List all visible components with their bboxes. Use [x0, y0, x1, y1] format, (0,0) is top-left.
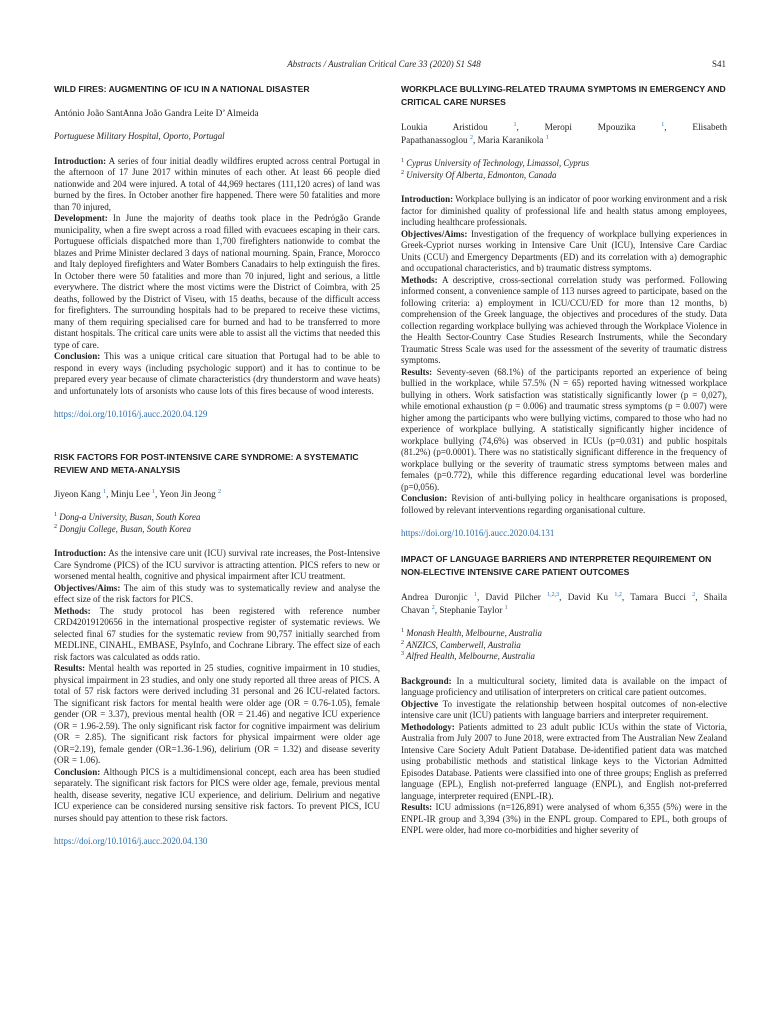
affiliation: $^2$ University Of Alberta, Edmonton, Canada [401, 169, 557, 180]
paragraph-objective: Objective To investigate the relationship between hospital outcomes of non-elective intensive care unit (ICU) patients with language barriers and interpreter requirement. [401, 698, 727, 720]
paragraph-background: Background: In a multicultural society, limited data is available on the impact of language proficiency and utilisation of interpreters on critical care patient outcomes. [401, 675, 727, 697]
journal-citation: Abstracts / Australian Critical Care 33 (2020) S1 S48 [287, 59, 481, 69]
doi-link[interactable]: https://doi.org/10.1016/j.aucc.2020.04.131 [401, 528, 555, 538]
section-gap [54, 420, 380, 451]
author-line: Andrea Duronjic $^1$, David Pilcher $^{1,2,3}$, David Ku $^{1,2}$, Tamara Bucci $^2$, Shaila [401, 591, 728, 603]
author-line: Papathanassoglou $^2$, Maria Karanikola $^1$ [401, 134, 549, 146]
abstract-body [401, 676, 727, 837]
abstract-title: IMPACT OF LANGUAGE BARRIERS AND INTERPRETER REQUIREMENT ON NON-ELECTIVE INTENSIVE CARE PATIENT OUTCOMES [401, 554, 712, 577]
page-number: S41 [711, 59, 726, 69]
abstract-title: WORKPLACE BULLYING-RELATED TRAUMA SYMPTOMS IN EMERGENCY AND CRITICAL CARE NURSES [401, 84, 726, 107]
paragraph-introduction: Introduction: As the intensive care unit (ICU) survival rate increases, the Post-Intensive Care Syndrome (PICS) of the ICU survivor is attracting attention. PICS refers to new or worsened mental health, cognitive and physical impairment after ICU treatment. [54, 548, 380, 581]
left-column [54, 83, 380, 847]
paragraph-methods: Methods: A descriptive, cross-sectional correlation study was performed. Following informed consent, a convenience sample of 113 nurses agreed to participate, based on the following criteria: a) employment in ICU/CCU/ED for more than 12 months, b) comprehension of the Greek language, the objectives and procedures of the study. Data collection regarding workplace bullying was achieved through the Workplace Violence in the Health Sector-Country Case Studies Research Instruments, while the Secondary Traumatic Stress Scale was used for the assessment of the severity of traumatic distress symptoms. [401, 274, 727, 365]
paragraph-methodology: Methodology: Patients admitted to 23 adult public ICUs within the state of Victoria, Australia from July 2007 to June 2018, were extracted from The Australian New Zealand Intensive Care Society Adult Patient Database. De-identified patient data was matched using probabilistic methods and statistical linkage keys to the Victorian Admitted Episodes Database. Patients were classified into one of three groups; English as preferred language (EPL), English not-preferred language (ENPL), and English not-preferred language, interpreter required (ENPL-IR). [401, 721, 727, 801]
abstract-body [401, 194, 727, 516]
affiliation: $^2$ Dongju College, Busan, South Korea [54, 523, 192, 534]
paragraph-results: Results: ICU admissions (n=126,891) were analysed of whom 6,355 (5%) were in the ENPL-IR group and 3,394 (3%) in the ENPL group. Compared to EPL, both groups of ENPL were older, had more co-morbidities and higher severity of [401, 802, 727, 835]
paragraph-conclusion: Conclusion: This was a unique critical care situation that Portugal had to be able to respond in every ways (including psychologic support) and it has to continue to be prepared every year because of climate characteristics (dry thunderstorm and wave heats) and unfortunately lots of arsonists who cause lots of this fires because of wood interests. [54, 351, 380, 396]
abstract-body [54, 156, 380, 398]
paragraph-objectives: Objectives/Aims: Investigation of the frequency of workplace bullying experiences in Greek-Cypriot nurses working in Intensive Care Unit (ICU), Intensive Care Cardiac Units (CCU) and Emergency Departments (ED) and its correlation with a) demographic and occupational characteristics, and b) traumatic distress symptoms. [401, 228, 727, 273]
abstract-workplace-bullying [401, 83, 727, 539]
right-column [401, 83, 727, 837]
abstract-language-barriers [401, 553, 727, 837]
author-list [401, 122, 727, 148]
author-list: António João SantAnna João Gandra Leite D’ Almeida [54, 109, 259, 119]
author-line: Chavan $^2$, Stephanie Taylor $^1$ [401, 604, 508, 616]
paragraph-development: Development: In June the majority of deaths took place in the Pedrógão Grande municipality, when a fire swept across a road filled with evacuees escaping in their cars. Portuguese officials dispatched more than 1,700 firefighters nationwide to combat the blazes and Prime Minister declared 3 days of national mourning. Spain, France, Morocco and Italy deployed firefighters and Water Bombers Canadairs to help extinguish the fires. In October there were 50 fatalities and more than 70 injured, light and serious, a little everywhere. The district where the most victims were the District of Coimbra, with 25 deaths, followed by the District of Viseu, with 15 deaths, because of the difficult access for firefighters. The surrounding hospitals had to be prepared to receive these victims, many of them requiring specialised care for burned and had to be transferred to more distant hospitals. The critical care units were able to assist all the victims that needed this type of care. [54, 213, 380, 350]
paragraph-introduction: Introduction: A series of four initial deadly wildfires erupted across central Portugal in the afternoon of 17 June 2017 within minutes of each other. At least 66 people died nationwide and 204 were injured. A total of 44,969 hectares (111,120 acres) of land was burned by the fires. In October another fire happened. There were 50 fatalities and more than 70 injured, [54, 155, 380, 212]
affiliation: $^3$ Alfred Health, Melbourne, Australia [401, 651, 535, 661]
doi-link[interactable]: https://doi.org/10.1016/j.aucc.2020.04.129 [54, 409, 208, 419]
affiliation-list [54, 512, 380, 535]
abstract-title: WILD FIRES: AUGMENTING OF ICU IN A NATIONAL DISASTER [54, 84, 310, 94]
affiliation: $^1$ Cyprus University of Technology, Limassol, Cyprus [401, 158, 590, 168]
affiliation-list [401, 628, 727, 663]
paragraph-conclusion: Conclusion: Although PICS is a multidimensional concept, each area has been studied separately. The significant risk factors for PICS were older age, female, previous mental health, disease severity, negative ICU experience, and delirium. Delirium and negative ICU experience can be considered nursing sensitive risk factors. To prevent PICS, ICU nurses should pay attention to these risk factors. [54, 766, 380, 823]
section-gap [401, 539, 727, 553]
author-line: Loukia Aristidou $^1$, Meropi Mpouzika $^1$, Elisabeth [401, 121, 728, 133]
affiliation: $^1$ Monash Health, Melbourne, Australia [401, 628, 542, 638]
paragraph-conclusion: Conclusion: Revision of anti-bullying policy in healthcare organisations is proposed, followed by relevant interventions regarding organisational culture. [401, 493, 727, 515]
affiliation-list [401, 158, 727, 181]
abstract-wild-fires [54, 83, 380, 420]
affiliation: Portuguese Military Hospital, Oporto, Portugal [54, 131, 225, 141]
abstract-pics-risk-factors [54, 451, 380, 847]
paragraph-introduction: Introduction: Workplace bullying is an indicator of poor working environment and a risk factor for diminished quality of professional life and health status among employees, including healthcare professionals. [401, 194, 727, 227]
author-list [401, 592, 727, 618]
doi-link[interactable]: https://doi.org/10.1016/j.aucc.2020.04.130 [54, 836, 208, 846]
paragraph-results: Results: Mental health was reported in 25 studies, cognitive impairment in 10 studies, physical impairment in 23 studies, and only one study reported all three areas of PICS. A total of 57 risk factors were derived including 31 personal and 26 ICU-related factors. The significant risk factors for mental health were older age (OR = 0.76-1.05), female gender (OR = 3.37), previous mental health (OR = 21.46) and negative ICU experience (OR = 1.96-2.59). The only significant risk factor for cognitive impairment was delirium (OR = 2.85). The significant risk factors for physical impairment were older age (OR=2.19), female gender (OR=1.36-1.96), delirium (OR = 1.32) and disease severity (OR = 1.06). [54, 663, 380, 765]
affiliation: $^2$ ANZICS, Camberwell, Australia [401, 639, 521, 650]
paragraph-results: Results: Seventy-seven (68.1%) of the participants reported an experience of being bullied in the workplace, while 57.5% (N = 65) reported having witnessed workplace bullying in others. Work satisfaction was statistically significantly lower (p = 0,027), while emotional exhaustion (p = 0.006) and traumatic stress symptoms (p = 0.007) were higher among the participants who were bullying victims, compared to those who had no experience of workplace bullying. A statistically significantly higher incidence of workplace bullying (74,6%) was observed in ICUs (p=0.031) and public hospitals (81.2%) (p=0.0001). There was no statistically significant difference in the frequency of workplace bullying or the severity of traumatic stress symptoms between males and females (p=0.772), while this difference regarding educational level was borderline (p=0,056). [401, 366, 727, 492]
paragraph-methods: Methods: The study protocol has been registered with reference number CRD42019120656 in the international prospective register of systematic reviews. We selected final 67 studies for the systematic review from 90,757 initially searched from MEDLINE, CINAHL, EMBASE, PsyInfo, and Cochrane Library. The effect size of each risk factors was calculated as odds ratio. [54, 605, 380, 662]
abstract-title: RISK FACTORS FOR POST-INTENSIVE CARE SYNDROME: A SYSTEMATIC REVIEW AND META-ANALYSIS [54, 452, 359, 475]
author-list: Jiyeon Kang $^1$, Minju Lee $^1$, Yeon Jin Jeong $^2$ [54, 488, 222, 500]
abstract-body [54, 548, 380, 824]
affiliation: $^1$ Dong-a University, Busan, South Korea [54, 512, 201, 522]
paragraph-objectives: Objectives/Aims: The aim of this study was to systematically review and analyse the effect size of the risk factors for PICS. [54, 582, 380, 604]
running-head [42, 59, 726, 73]
